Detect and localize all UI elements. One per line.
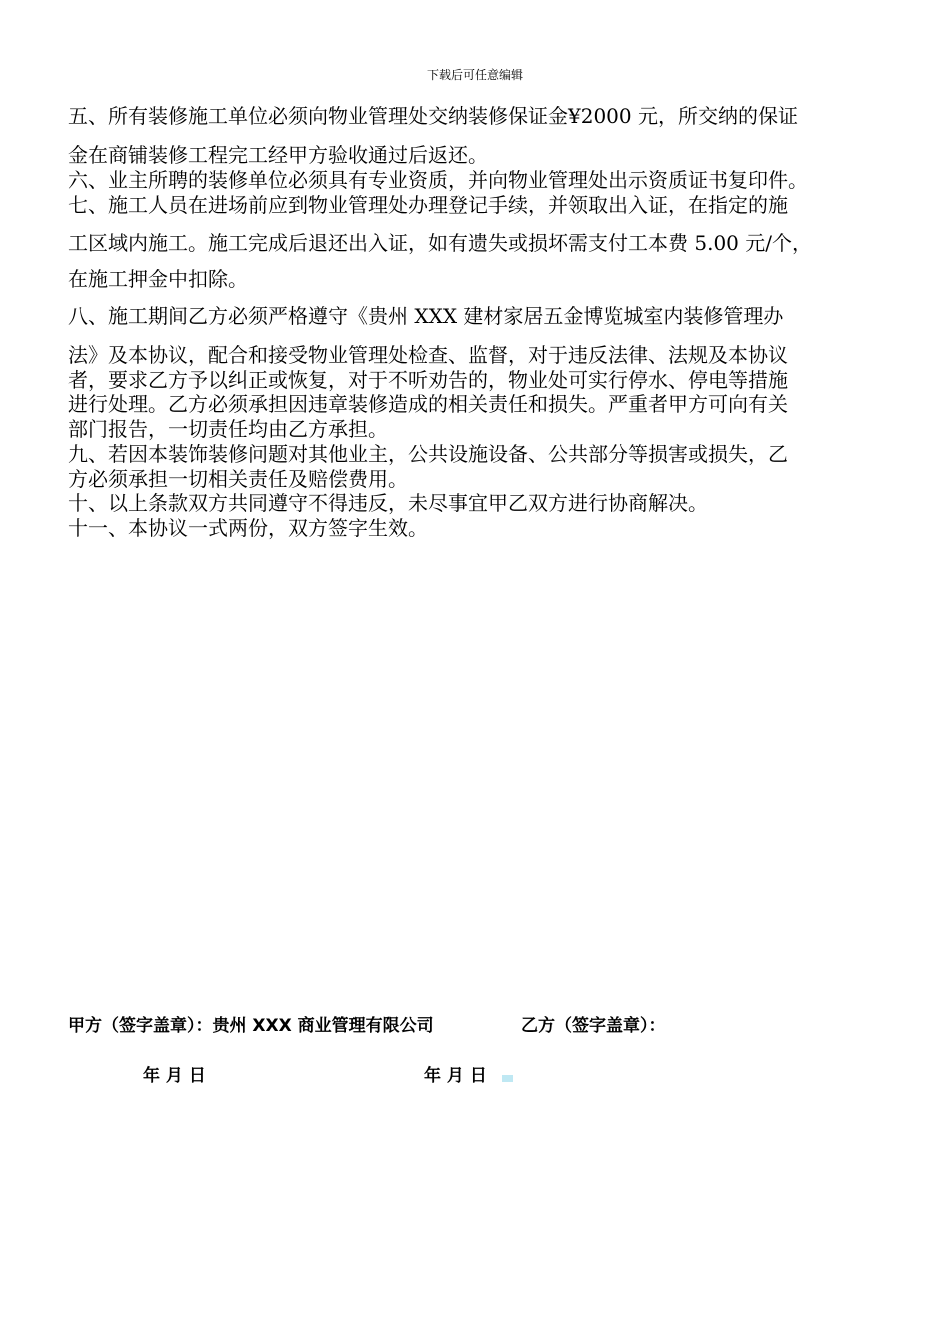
clause-8-line-1: 八、施工期间乙方必须严格遵守《贵州 XXX 建材家居五金博览城室内装修管理办 — [68, 304, 784, 328]
clause-8-line-2: 法》及本协议，配合和接受物业管理处检查、监督，对于违反法律、法规及本协议 — [68, 343, 788, 367]
clause-10-line-1: 十、以上条款双方共同遵守不得违反，未尽事宜甲乙双方进行协商解决。 — [68, 491, 708, 515]
party-b-date-label: 年 月 日 — [424, 1066, 487, 1086]
text-cursor-highlight — [502, 1075, 513, 1082]
clause-5-line-1: 五、所有装修施工单位必须向物业管理处交纳装修保证金¥2000 元，所交纳的保证 — [68, 104, 798, 128]
clause-9-line-2: 方必须承担一切相关责任及赔偿费用。 — [68, 467, 408, 491]
clause-7-line-2: 工区域内施工。施工完成后退还出入证，如有遗失或损坏需支付工本费 5.00 元/个， — [68, 231, 812, 255]
party-a-signature-label: 甲方（签字盖章）：贵州 XXX 商业管理有限公司 — [68, 1016, 434, 1036]
header-note: 下载后可任意编辑 — [426, 68, 523, 82]
party-a-date-label: 年 月 日 — [143, 1066, 206, 1086]
clause-11-line-1: 十一、本协议一式两份，双方签字生效。 — [68, 516, 428, 540]
clause-8-line-3: 者，要求乙方予以纠正或恢复，对于不听劝告的，物业处可实行停水、停电等措施 — [68, 368, 788, 392]
clause-5-line-2: 金在商铺装修工程完工经甲方验收通过后返还。 — [68, 143, 488, 167]
clause-7-line-1: 七、施工人员在进场前应到物业管理处办理登记手续，并领取出入证，在指定的施 — [68, 193, 788, 217]
clause-9-line-1: 九、若因本装饰装修问题对其他业主，公共设施设备、公共部分等损害或损失，乙 — [68, 442, 788, 466]
clause-8-line-4: 进行处理。乙方必须承担因违章装修造成的相关责任和损失。严重者甲方可向有关 — [68, 392, 788, 416]
party-b-signature-label: 乙方（签字盖章）： — [521, 1016, 666, 1036]
clause-6-line-1: 六、业主所聘的装修单位必须具有专业资质，并向物业管理处出示资质证书复印件。 — [68, 168, 808, 192]
clause-7-line-3: 在施工押金中扣除。 — [68, 267, 248, 291]
clause-8-line-5: 部门报告，一切责任均由乙方承担。 — [68, 417, 388, 441]
